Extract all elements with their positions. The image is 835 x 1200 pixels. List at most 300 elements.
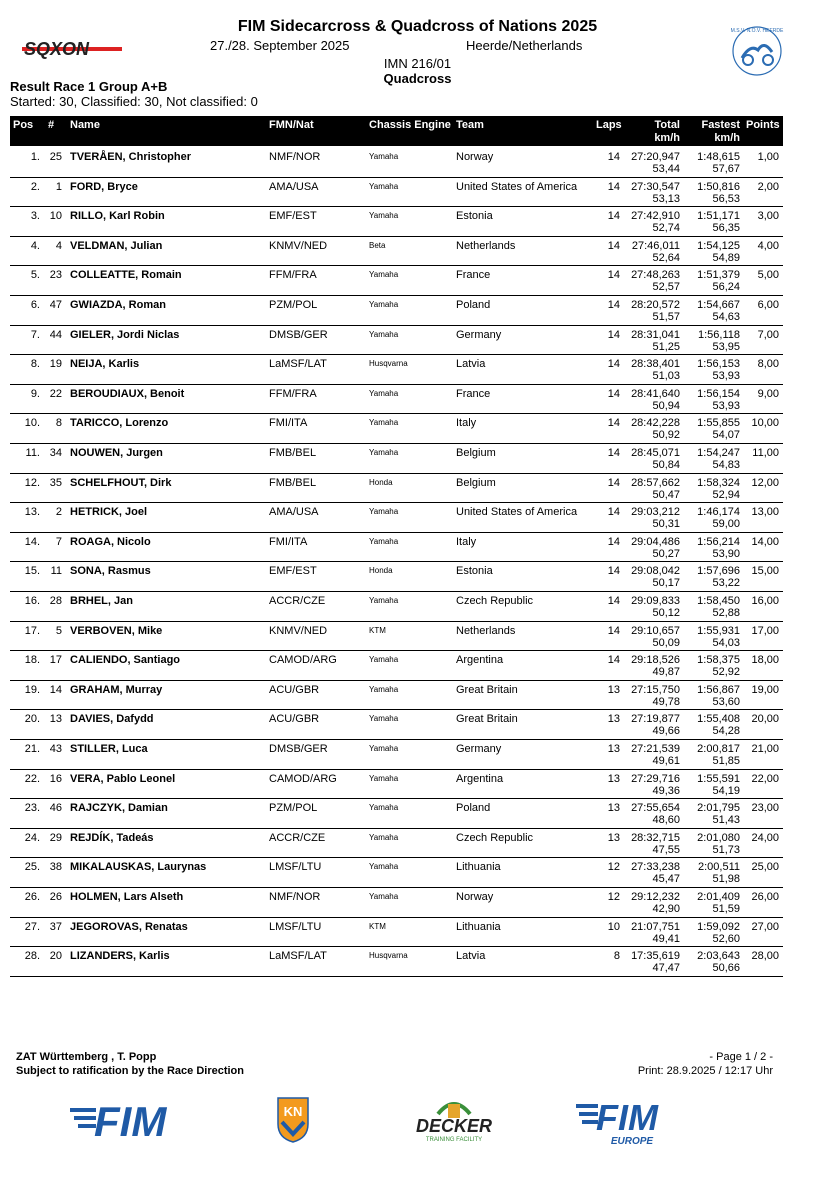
rider-name: JEGOROVAS, Renatas	[70, 920, 188, 933]
rider-chassis: Yamaha	[369, 418, 399, 428]
rider-team: Belgium	[456, 447, 496, 459]
result-fastest-lap: 2:03,643	[697, 950, 740, 963]
event-date: 27./28. September 2025	[210, 38, 350, 53]
result-points: 3,00	[757, 210, 779, 223]
table-row	[10, 532, 783, 563]
rider-team: Czech Republic	[456, 831, 534, 844]
result-number: 17	[49, 654, 62, 667]
result-total-time: 27:42,910	[631, 210, 680, 223]
result-laps: 14	[607, 447, 620, 459]
rider-team: Belgium	[456, 476, 496, 489]
rider-team: France	[456, 269, 491, 282]
result-fastest-lap: 1:48,615	[697, 151, 740, 163]
result-pos: 24.	[24, 831, 40, 844]
result-points: 23,00	[751, 802, 779, 815]
result-points: 5,00	[757, 269, 779, 282]
result-fastest-speed: 53,22	[712, 577, 740, 590]
result-pos: 23.	[24, 802, 40, 815]
rider-chassis: Yamaha	[369, 892, 399, 901]
result-fastest-speed: 54,83	[712, 459, 740, 471]
result-laps: 13	[607, 743, 620, 755]
result-fastest-lap: 1:51,171	[697, 210, 740, 223]
rider-fmn: DMSB/GER	[269, 328, 328, 341]
result-avg-speed: 50,47	[652, 488, 680, 501]
table-row	[10, 621, 783, 652]
rider-team: Poland	[456, 802, 491, 815]
result-pos: 13.	[24, 506, 40, 519]
result-points: 2,00	[757, 180, 779, 193]
fim-europe-logo	[576, 1094, 672, 1148]
table-row	[10, 650, 783, 681]
result-points: 7,00	[757, 328, 779, 341]
event-location: Heerde/Netherlands	[466, 38, 583, 53]
rider-team: Czech Republic	[456, 595, 534, 607]
result-fastest-speed: 57,67	[712, 163, 740, 175]
decker-logo	[408, 1094, 500, 1146]
result-points: 8,00	[757, 358, 779, 371]
result-number: 5	[55, 624, 62, 637]
result-avg-speed: 53,13	[652, 192, 680, 205]
result-fastest-speed: 56,53	[712, 192, 740, 205]
result-total-time: 27:21,539	[631, 743, 680, 755]
rider-team: Latvia	[456, 950, 486, 963]
rider-team: Germany	[456, 743, 502, 755]
result-points: 20,00	[751, 713, 779, 726]
rider-team: France	[456, 387, 491, 400]
result-pos: 26.	[24, 891, 40, 903]
rider-fmn: FMI/ITA	[269, 417, 308, 430]
result-points: 12,00	[751, 476, 779, 489]
result-total-time: 28:57,662	[631, 476, 680, 489]
table-row	[10, 502, 783, 533]
result-fastest-speed: 51,43	[712, 814, 740, 827]
rider-chassis: Yamaha	[369, 862, 399, 872]
result-total-time: 29:04,486	[631, 535, 680, 548]
result-fastest-speed: 59,00	[712, 518, 740, 531]
result-fastest-speed: 54,03	[712, 636, 740, 649]
rider-chassis: Yamaha	[369, 270, 399, 280]
result-laps: 13	[607, 831, 620, 844]
result-fastest-speed: 54,07	[712, 429, 740, 442]
result-pos: 4.	[30, 239, 40, 252]
result-fastest-speed: 54,63	[712, 311, 740, 323]
rider-chassis: Husqvarna	[369, 951, 408, 961]
rider-chassis: Honda	[369, 477, 393, 487]
result-points: 15,00	[751, 565, 779, 578]
result-total-time: 29:08,042	[631, 565, 680, 578]
rider-fmn: LaMSF/LAT	[269, 358, 327, 371]
result-fastest-speed: 53,93	[712, 399, 740, 412]
col-total-unit: km/h	[654, 132, 680, 144]
result-fastest-speed: 52,88	[712, 607, 740, 619]
event-title: FIM Sidecarcross & Quadcross of Nations 2025	[237, 18, 598, 35]
rider-fmn: NMF/NOR	[269, 151, 321, 163]
imn-number: IMN 216/01	[383, 56, 452, 71]
result-number: 23	[49, 269, 62, 282]
table-row	[10, 295, 783, 326]
result-points: 24,00	[751, 831, 779, 844]
result-pos: 21.	[24, 743, 40, 755]
result-laps: 14	[607, 624, 620, 637]
result-avg-speed: 47,55	[652, 843, 680, 856]
result-total-time: 27:20,947	[631, 151, 680, 163]
table-row	[10, 917, 783, 948]
rider-name: BRHEL, Jan	[70, 595, 133, 607]
result-laps: 13	[607, 713, 620, 726]
rider-fmn: PZM/POL	[269, 802, 318, 815]
result-number: 11	[50, 565, 62, 578]
result-pos: 17.	[24, 624, 40, 637]
table-row	[10, 709, 783, 740]
race-summary: Started: 30, Classified: 30, Not classified: 0	[10, 94, 258, 109]
result-avg-speed: 49,36	[652, 784, 680, 797]
result-total-time: 29:12,232	[631, 891, 680, 903]
rider-name: FORD, Bryce	[70, 180, 138, 193]
result-fastest-lap: 1:46,174	[697, 506, 740, 519]
decker-logo-text: DECKER	[415, 1116, 493, 1136]
result-fastest-lap: 1:50,816	[697, 180, 740, 193]
rider-chassis: Yamaha	[369, 536, 399, 546]
result-total-time: 28:42,228	[631, 417, 680, 430]
result-points: 1,00	[757, 151, 779, 163]
result-points: 18,00	[751, 654, 779, 667]
result-number: 26	[49, 891, 62, 903]
results-table-header	[10, 116, 783, 146]
result-avg-speed: 47,47	[652, 962, 680, 975]
result-fastest-lap: 1:54,125	[697, 239, 740, 252]
rider-fmn: LaMSF/LAT	[269, 950, 327, 963]
timekeeper: ZAT Württemberg , T. Popp	[16, 1051, 157, 1063]
col-chassis: Chassis Engine	[369, 119, 451, 131]
table-row	[10, 325, 783, 356]
result-fastest-speed: 52,60	[712, 932, 740, 945]
msv-logo-text: M.S.V. N.O.V. HEERDE	[730, 28, 784, 34]
result-fastest-lap: 1:56,867	[697, 683, 740, 696]
result-fastest-lap: 2:00,817	[697, 743, 740, 755]
result-laps: 14	[607, 387, 620, 400]
result-laps: 14	[607, 654, 620, 667]
result-avg-speed: 52,74	[652, 222, 680, 235]
result-points: 26,00	[751, 891, 779, 903]
table-row	[10, 384, 783, 415]
ratification-note: Subject to ratification by the Race Direction	[16, 1065, 244, 1077]
col-total	[622, 119, 680, 145]
rider-fmn: LMSF/LTU	[269, 920, 322, 933]
result-total-time: 29:10,657	[631, 624, 680, 637]
rider-name: ROAGA, Nicolo	[70, 535, 151, 548]
result-fastest-speed: 51,98	[712, 873, 740, 886]
table-row	[10, 354, 783, 385]
rider-fmn: ACCR/CZE	[269, 831, 326, 844]
result-number: 14	[49, 683, 62, 696]
knmv-logo-text: KN	[283, 1104, 303, 1119]
rider-fmn: DMSB/GER	[269, 743, 328, 755]
result-total-time: 29:09,833	[631, 595, 680, 607]
rider-name: HOLMEN, Lars Alseth	[70, 891, 184, 903]
fim-logo	[70, 1094, 184, 1144]
result-laps: 13	[607, 802, 620, 815]
result-number: 22	[49, 387, 62, 400]
result-points: 21,00	[751, 743, 779, 755]
result-pos: 19.	[24, 683, 40, 696]
result-laps: 13	[607, 683, 620, 696]
result-fastest-lap: 1:56,154	[697, 387, 740, 400]
result-pos: 3.	[30, 210, 40, 223]
result-points: 13,00	[751, 506, 779, 519]
result-fastest-lap: 1:54,247	[697, 447, 740, 459]
rider-team: Norway	[456, 891, 494, 903]
rider-chassis: KTM	[369, 921, 386, 931]
result-total-time: 21:07,751	[631, 920, 680, 933]
table-row	[10, 236, 783, 267]
result-points: 27,00	[751, 920, 779, 933]
result-points: 19,00	[751, 683, 779, 696]
result-pos: 8.	[30, 358, 40, 371]
rider-fmn: EMF/EST	[269, 565, 317, 578]
result-fastest-speed: 54,28	[712, 725, 740, 738]
rider-chassis: Beta	[369, 240, 386, 250]
rider-name: TVERÅEN, Christopher	[70, 151, 192, 163]
fim-logo-text: FIM	[94, 1098, 167, 1144]
result-avg-speed: 52,64	[652, 251, 680, 264]
result-number: 37	[49, 920, 62, 933]
result-points: 10,00	[751, 417, 779, 430]
result-fastest-speed: 53,90	[712, 547, 740, 560]
result-total-time: 28:31,041	[631, 328, 680, 341]
result-pos: 18.	[24, 654, 40, 667]
rider-name: SONA, Rasmus	[70, 565, 151, 578]
result-avg-speed: 50,09	[652, 636, 680, 649]
result-fastest-speed: 56,24	[712, 281, 740, 294]
result-total-time: 27:19,877	[631, 713, 680, 726]
rider-team: United States of America	[456, 506, 578, 519]
result-fastest-lap: 1:59,092	[697, 920, 740, 933]
rider-chassis: Yamaha	[369, 803, 399, 813]
result-points: 11,00	[752, 447, 779, 459]
print-timestamp: Print: 28.9.2025 / 12:17 Uhr	[637, 1065, 773, 1077]
result-laps: 14	[607, 476, 620, 489]
result-total-time: 27:15,750	[631, 683, 680, 696]
result-laps: 14	[607, 151, 620, 163]
result-avg-speed: 49,61	[652, 755, 680, 767]
decker-logo-subtext: TRAINING FACILITY	[425, 1137, 483, 1143]
result-avg-speed: 50,12	[652, 607, 680, 619]
result-points: 14,00	[751, 535, 779, 548]
rider-chassis: Yamaha	[369, 448, 399, 457]
rider-team: Italy	[456, 535, 477, 548]
table-row	[10, 857, 783, 888]
result-total-time: 28:32,715	[631, 831, 680, 844]
col-total-label: Total	[654, 119, 680, 131]
table-row	[10, 413, 783, 444]
rider-chassis: Yamaha	[369, 684, 399, 694]
result-number: 2	[55, 506, 62, 519]
result-total-time: 28:41,640	[631, 387, 680, 400]
result-number: 8	[55, 417, 62, 430]
result-total-time: 29:03,212	[631, 506, 680, 519]
result-number: 29	[49, 831, 62, 844]
result-laps: 12	[607, 891, 620, 903]
result-number: 43	[49, 743, 62, 755]
rider-name: REJDÍK, Tadeás	[70, 831, 154, 844]
col-num: #	[48, 119, 55, 131]
rider-team: Lithuania	[456, 861, 501, 874]
result-number: 16	[49, 772, 62, 785]
sqxon-logo-text: SQXON	[24, 39, 90, 59]
result-avg-speed: 50,84	[652, 459, 680, 471]
footer-left	[16, 1050, 244, 1078]
rider-name: COLLEATTE, Romain	[70, 269, 182, 282]
result-laps: 14	[607, 269, 620, 282]
result-number: 7	[55, 535, 62, 548]
result-laps: 8	[613, 950, 620, 963]
rider-fmn: KNMV/NED	[269, 624, 328, 637]
rider-chassis: Husqvarna	[369, 359, 408, 369]
result-fastest-lap: 1:58,324	[697, 476, 740, 489]
result-avg-speed: 50,94	[652, 399, 680, 412]
result-points: 22,00	[751, 772, 779, 785]
rider-team: Italy	[456, 417, 477, 430]
rider-team: Great Britain	[456, 713, 518, 726]
rider-name: HETRICK, Joel	[70, 506, 148, 519]
result-total-time: 17:35,619	[631, 950, 680, 963]
result-avg-speed: 51,03	[652, 370, 680, 383]
result-number: 46	[49, 802, 62, 815]
result-fastest-lap: 1:58,450	[697, 595, 740, 607]
result-number: 34	[49, 447, 62, 459]
rider-team: Netherlands	[456, 624, 516, 637]
result-number: 25	[49, 151, 62, 163]
rider-fmn: NMF/NOR	[269, 891, 321, 903]
result-avg-speed: 51,57	[652, 311, 680, 323]
result-pos: 7.	[30, 328, 40, 341]
result-points: 4,00	[757, 239, 779, 252]
table-row	[10, 147, 783, 178]
result-fastest-speed: 53,60	[712, 695, 740, 708]
rider-team: Norway	[456, 151, 494, 163]
col-fastest-label: Fastest	[701, 119, 740, 131]
result-pos: 25.	[24, 861, 40, 874]
rider-fmn: EMF/EST	[269, 210, 317, 223]
result-fastest-lap: 2:01,795	[697, 802, 740, 815]
result-laps: 14	[607, 299, 620, 311]
rider-name: VERBOVEN, Mike	[70, 624, 163, 637]
footer-right	[638, 1050, 773, 1078]
result-avg-speed: 49,41	[652, 932, 680, 945]
table-row	[10, 561, 783, 592]
result-avg-speed: 53,44	[652, 163, 680, 175]
rider-fmn: CAMOD/ARG	[269, 654, 337, 667]
col-laps: Laps	[596, 119, 622, 131]
result-fastest-speed: 53,93	[712, 370, 740, 383]
rider-chassis: Yamaha	[369, 211, 399, 221]
rider-name: GWIAZDA, Roman	[70, 299, 166, 311]
rider-chassis: Yamaha	[369, 507, 399, 517]
result-avg-speed: 45,47	[652, 873, 680, 886]
result-fastest-speed: 50,66	[712, 962, 740, 975]
result-number: 10	[49, 210, 62, 223]
result-number: 13	[49, 713, 62, 726]
table-row	[10, 591, 783, 622]
rider-team: Estonia	[456, 565, 493, 578]
rider-name: RAJCZYK, Damian	[70, 802, 168, 815]
result-pos: 12.	[24, 476, 40, 489]
result-number: 1	[55, 180, 62, 193]
rider-fmn: ACCR/CZE	[269, 595, 326, 607]
rider-name: BEROUDIAUX, Benoit	[70, 387, 185, 400]
result-pos: 28.	[24, 950, 40, 963]
rider-team: Germany	[456, 328, 502, 341]
rider-fmn: LMSF/LTU	[269, 861, 322, 874]
result-number: 35	[49, 476, 62, 489]
fim-europe-logo-subtext: EUROPE	[610, 1136, 654, 1147]
rider-chassis: Yamaha	[369, 714, 399, 724]
rider-name: SCHELFHOUT, Dirk	[70, 476, 172, 489]
rider-fmn: FMI/ITA	[269, 535, 308, 548]
rider-team: Lithuania	[456, 920, 501, 933]
result-number: 20	[49, 950, 62, 963]
result-pos: 6.	[30, 299, 40, 311]
rider-name: GRAHAM, Murray	[70, 683, 163, 696]
table-row	[10, 177, 783, 208]
result-fastest-speed: 53,95	[712, 340, 740, 353]
table-row	[10, 769, 783, 800]
result-fastest-lap: 2:01,080	[697, 831, 740, 844]
rider-team: Netherlands	[456, 239, 516, 252]
result-total-time: 27:46,011	[631, 239, 680, 252]
rider-team: Poland	[456, 299, 491, 311]
result-points: 6,00	[757, 299, 779, 311]
result-total-time: 27:48,263	[631, 269, 680, 282]
result-avg-speed: 52,57	[652, 281, 680, 294]
result-avg-speed: 49,66	[652, 725, 680, 738]
result-total-time: 27:55,654	[631, 802, 680, 815]
result-fastest-speed: 52,94	[712, 488, 740, 501]
rider-name: VELDMAN, Julian	[70, 239, 163, 252]
msv-heerde-logo	[728, 22, 786, 80]
rider-fmn: CAMOD/ARG	[269, 772, 337, 785]
result-fastest-lap: 1:55,931	[697, 624, 740, 637]
rider-name: MIKALAUSKAS, Laurynas	[70, 861, 207, 874]
table-row	[10, 680, 783, 711]
col-team: Team	[456, 119, 484, 131]
rider-fmn: AMA/USA	[269, 180, 319, 193]
rider-chassis: Yamaha	[369, 181, 399, 191]
result-pos: 22.	[24, 772, 40, 785]
result-laps: 14	[607, 328, 620, 341]
result-laps: 14	[607, 210, 620, 223]
rider-team: Argentina	[456, 772, 504, 785]
rider-chassis: Yamaha	[369, 596, 399, 605]
result-fastest-speed: 54,89	[712, 251, 740, 264]
rider-fmn: FMB/BEL	[269, 447, 317, 459]
result-fastest-lap: 1:57,696	[697, 565, 740, 578]
rider-name: VERA, Pablo Leonel	[70, 772, 176, 785]
result-pos: 1.	[30, 151, 40, 163]
table-row	[10, 946, 783, 977]
table-row	[10, 739, 783, 770]
table-row	[10, 473, 783, 504]
result-laps: 14	[607, 417, 620, 430]
result-avg-speed: 49,87	[652, 666, 680, 679]
result-pos: 10.	[24, 417, 40, 430]
rider-fmn: ACU/GBR	[269, 683, 320, 696]
result-laps: 13	[607, 772, 620, 785]
result-fastest-speed: 56,35	[712, 222, 740, 235]
result-pos: 16.	[24, 595, 40, 607]
rider-fmn: FFM/FRA	[269, 269, 317, 282]
rider-fmn: PZM/POL	[269, 299, 318, 311]
